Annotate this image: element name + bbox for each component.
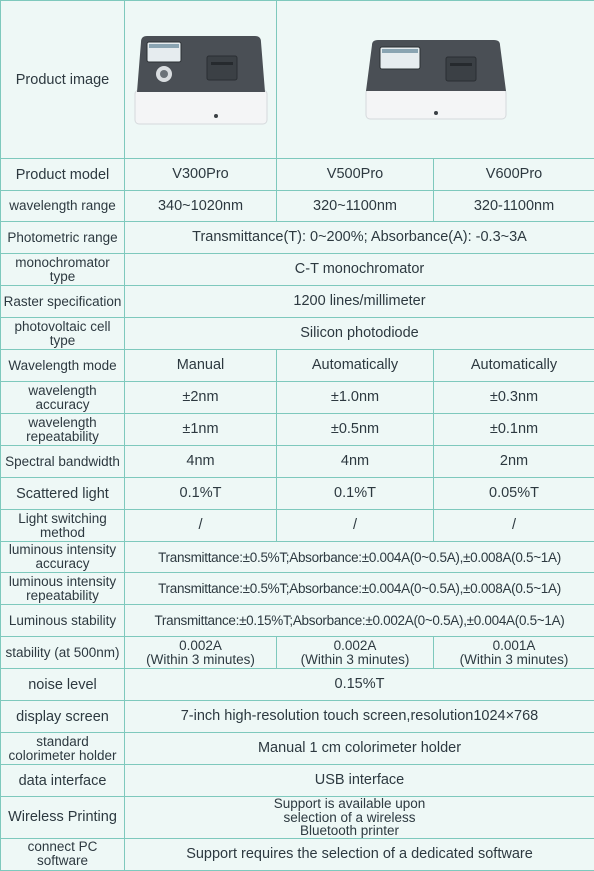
table-row xyxy=(1,286,594,318)
wireless-printing-text: Support is available upon selection of a wireless Bluetooth printer xyxy=(274,797,426,839)
row-label: monochromator type xyxy=(1,254,125,286)
product-image-v500pro-v600pro xyxy=(277,1,594,159)
table-row xyxy=(1,159,594,191)
table-row xyxy=(1,765,594,797)
spanning-value: USB interface xyxy=(125,765,594,797)
stability-note: (Within 3 minutes) xyxy=(278,653,432,667)
cell-v500pro: 0.1%T xyxy=(277,478,434,510)
row-label: luminous intensity accuracy xyxy=(1,542,125,573)
cell-v500pro: ±1.0nm xyxy=(277,382,434,414)
spanning-value: Support requires the selection of a dedicated software xyxy=(125,838,594,870)
row-label: Light switching method xyxy=(1,510,125,542)
cell-v300pro: ±2nm xyxy=(125,382,277,414)
spanning-value: 1200 lines/millimeter xyxy=(125,286,594,318)
row-label: data interface xyxy=(1,765,125,797)
row-label: Product model xyxy=(1,159,125,191)
table-row xyxy=(1,446,594,478)
spanning-value: Silicon photodiode xyxy=(125,318,594,350)
cell-v500pro: 4nm xyxy=(277,446,434,478)
stability-value: 0.002A xyxy=(126,639,275,653)
cell-v500pro: ±0.5nm xyxy=(277,414,434,446)
spanning-value: Transmittance:±0.5%T;Absorbance:±0.004A(0~0.5A),±0.008A(0.5~1A) xyxy=(125,542,594,573)
table-row xyxy=(1,382,594,414)
cell-v500pro: V500Pro xyxy=(277,159,434,191)
spanning-value: Manual 1 cm colorimeter holder xyxy=(125,733,594,765)
cell-v600pro: 320-1100nm xyxy=(434,191,594,222)
cell-v600pro: 0.05%T xyxy=(434,478,594,510)
cell-v300pro: Manual xyxy=(125,350,277,382)
table-row xyxy=(1,254,594,286)
spanning-value: C-T monochromator xyxy=(125,254,594,286)
cell-v500pro: Automatically xyxy=(277,350,434,382)
row-label: Luminous stability xyxy=(1,605,125,637)
row-label: wavelength accuracy xyxy=(1,382,125,414)
cell-v300pro: 4nm xyxy=(125,446,277,478)
spectrophotometer-image xyxy=(362,37,510,123)
stability-note: (Within 3 minutes) xyxy=(126,653,275,667)
table-row xyxy=(1,318,594,350)
cell-v600pro: ±0.3nm xyxy=(434,382,594,414)
cell-v300pro: 0.1%T xyxy=(125,478,277,510)
row-label: wavelength range xyxy=(1,191,125,222)
row-label: Product image xyxy=(1,1,125,159)
spanning-value: Transmittance:±0.5%T;Absorbance:±0.004A(0~0.5A),±0.008A(0.5~1A) xyxy=(125,573,594,605)
spectrophotometer-image xyxy=(133,32,269,128)
table-row xyxy=(1,797,594,839)
row-label: noise level xyxy=(1,669,125,701)
cell-v300pro: 340~1020nm xyxy=(125,191,277,222)
table-row xyxy=(1,191,594,222)
row-label: Photometric range xyxy=(1,222,125,254)
table-row xyxy=(1,605,594,637)
cell-v500pro: 320~1100nm xyxy=(277,191,434,222)
row-label: Wavelength mode xyxy=(1,350,125,382)
row-label: Wireless Printing xyxy=(1,797,125,839)
spanning-value: Transmittance(T): 0~200%; Absorbance(A): -0.3~3A xyxy=(125,222,594,254)
cell-v300pro: / xyxy=(125,510,277,542)
row-label: wavelength repeatability xyxy=(1,414,125,446)
cell-v300pro: V300Pro xyxy=(125,159,277,191)
spanning-value: 0.15%T xyxy=(125,669,594,701)
table-row xyxy=(1,669,594,701)
table-row xyxy=(1,733,594,765)
product-image-v300pro xyxy=(125,1,277,159)
spanning-value: Transmittance:±0.15%T;Absorbance:±0.002A(0~0.5A),±0.004A(0.5~1A) xyxy=(125,605,594,637)
table-row xyxy=(1,701,594,733)
row-label: photovoltaic cell type xyxy=(1,318,125,350)
spanning-value xyxy=(125,797,594,839)
cell-v500pro: / xyxy=(277,510,434,542)
table-row xyxy=(1,1,594,159)
table-row xyxy=(1,222,594,254)
table-row xyxy=(1,478,594,510)
row-label: luminous intensity repeatability xyxy=(1,573,125,605)
stability-note: (Within 3 minutes) xyxy=(435,653,593,667)
spanning-value: 7-inch high-resolution touch screen,resolution1024×768 xyxy=(125,701,594,733)
row-label: standard colorimeter holder xyxy=(1,733,125,765)
row-label: display screen xyxy=(1,701,125,733)
cell-v600pro: V600Pro xyxy=(434,159,594,191)
cell-v600pro: Automatically xyxy=(434,350,594,382)
cell-v600pro xyxy=(434,637,594,669)
row-label: stability (at 500nm) xyxy=(1,637,125,669)
cell-v300pro xyxy=(125,637,277,669)
cell-v500pro xyxy=(277,637,434,669)
stability-value: 0.001A xyxy=(435,639,593,653)
table-row xyxy=(1,573,594,605)
table-row xyxy=(1,637,594,669)
cell-v600pro: 2nm xyxy=(434,446,594,478)
table-row xyxy=(1,350,594,382)
table-row xyxy=(1,510,594,542)
table-row xyxy=(1,542,594,573)
cell-v600pro: / xyxy=(434,510,594,542)
cell-v300pro: ±1nm xyxy=(125,414,277,446)
cell-v600pro: ±0.1nm xyxy=(434,414,594,446)
table-row xyxy=(1,838,594,870)
stability-value: 0.002A xyxy=(278,639,432,653)
table-row xyxy=(1,414,594,446)
row-label: Spectral bandwidth xyxy=(1,446,125,478)
row-label: Raster specification xyxy=(1,286,125,318)
row-label: Scattered light xyxy=(1,478,125,510)
row-label: connect PC software xyxy=(1,838,125,870)
